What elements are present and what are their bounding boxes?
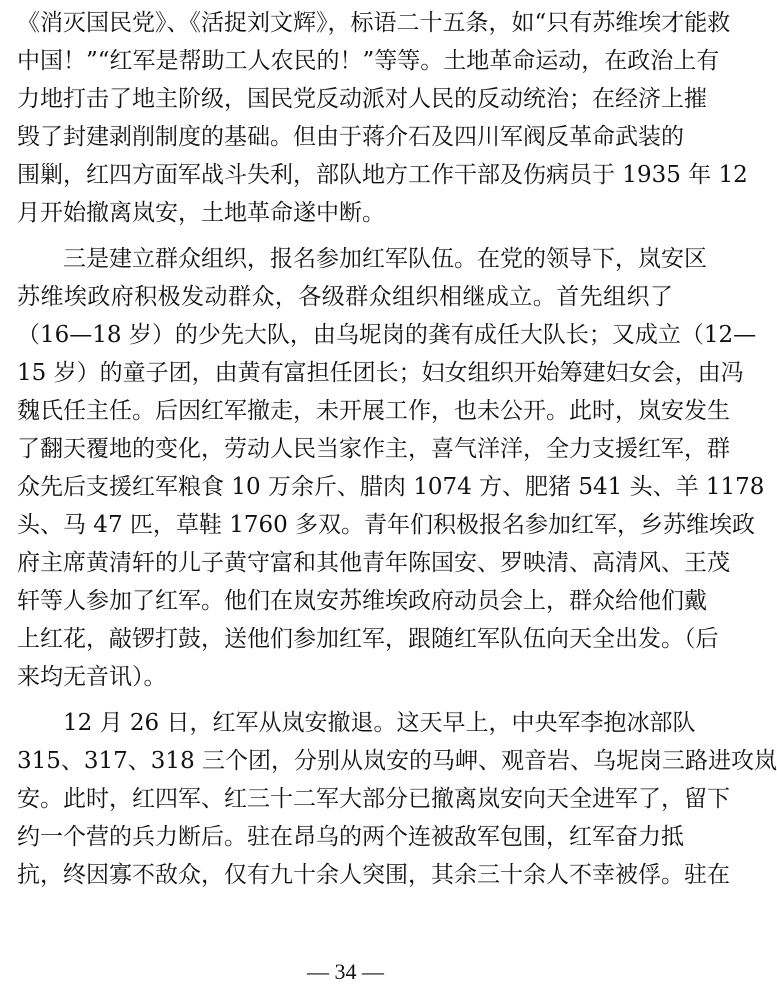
- text-line: 月开始撤离岚安，土地革命遂中断。: [17, 200, 385, 226]
- text-line: 头、马 47 匹，草鞋 1760 多双。青年们积极报名参加红军，乡苏维埃政: [17, 512, 756, 538]
- text-line: 了翻天覆地的变化，劳动人民当家作主，喜气洋洋，全力支援红军，群: [17, 436, 730, 462]
- text-line: 315、317、318 三个团，分别从岚安的马岬、观音岩、乌坭岗三路进攻岚: [17, 748, 777, 774]
- text-line: 来均无音讯）。: [17, 664, 167, 690]
- text-line: 毁了封建剥削制度的基础。但由于蒋介石及四川军阀反革命武装的: [17, 124, 684, 150]
- text-line: 中国！”“红军是帮助工人农民的！”等等。土地革命运动，在政治上有: [17, 48, 720, 74]
- page-number: — 34 —: [307, 959, 384, 984]
- text-line: 力地打击了地主阶级，国民党反动派对人民的反动统治；在经济上摧: [17, 86, 707, 112]
- text-line: （16—18 岁）的少先大队，由乌坭岗的龚有成任大队长；又成立（12—: [17, 322, 757, 348]
- text-line: 上红花，敲锣打鼓，送他们参加红军，跟随红军队伍向天全出发。（后: [17, 626, 719, 652]
- text-line: 轩等人参加了红军。他们在岚安苏维埃政府动员会上，群众给他们戴: [17, 588, 707, 614]
- text-line: 苏维埃政府积极发动群众，各级群众组织相继成立。首先组织了: [17, 284, 673, 310]
- paragraph-first-line: 12 月 26 日，红军从岚安撤退。这天早上，中央军李抱冰部队: [63, 710, 696, 736]
- text-line: 抗，终因寡不敌众，仅有九十余人突围，其余三十余人不幸被俘。驻在: [17, 862, 730, 888]
- text-line: 魏氏任主任。后因红军撤走，未开展工作，也未公开。此时，岚安发生: [17, 398, 730, 424]
- text-line: 约一个营的兵力断后。驻在昂乌的两个连被敌军包围，红军奋力抵: [17, 824, 684, 850]
- text-line: 安。此时，红四军、红三十二军大部分已撤离岚安向天全进军了，留下: [17, 786, 730, 812]
- text-line: 府主席黄清轩的儿子黄守富和其他青年陈国安、罗映清、高清风、王茂: [17, 550, 730, 576]
- text-line: 《消灭国民党》、《活捉刘文辉》，标语二十五条，如“只有苏维埃才能救: [17, 10, 731, 36]
- text-line: 15 岁）的童子团，由黄有富担任团长；妇女组织开始筹建妇女会，由冯: [17, 360, 744, 386]
- text-line: 众先后支援红军粮食 10 万余斤、腊肉 1074 方、肥猪 541 头、羊 1178: [17, 474, 765, 500]
- paragraph-first-line: 三是建立群众组织，报名参加红军队伍。在党的领导下，岚安区: [63, 246, 707, 272]
- text-line: 围剿，红四方面军战斗失利，部队地方工作干部及伤病员于 1935 年 12: [17, 162, 748, 188]
